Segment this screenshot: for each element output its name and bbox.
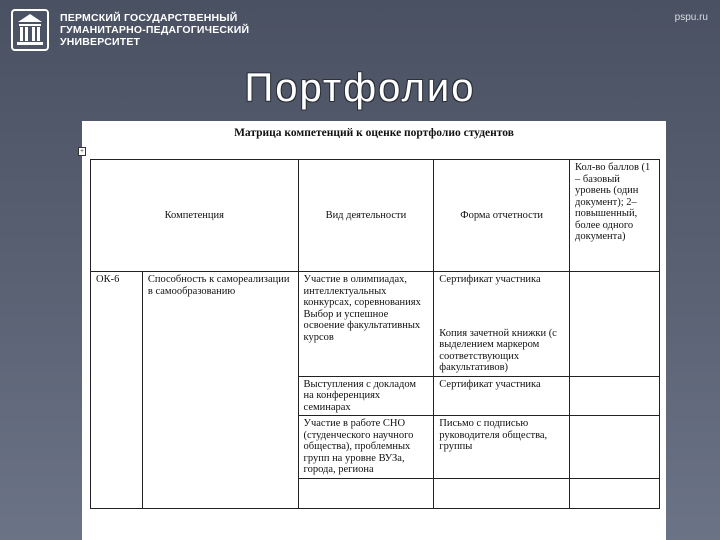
activity-text: Выбор и успешное освоение факультативных курсов bbox=[303, 308, 421, 343]
column-header-competence: Компетенция bbox=[91, 160, 299, 272]
document-page bbox=[82, 121, 666, 540]
table-row bbox=[91, 272, 660, 377]
activity-cell: Участие в работе СНО (студенческого научного общества), проблемных групп на уровне ВУЗа, города, региона bbox=[298, 416, 434, 479]
university-name bbox=[60, 12, 249, 48]
university-name-line: ПЕРМСКИЙ ГОСУДАРСТВЕННЫЙ bbox=[60, 12, 238, 24]
report-cell: Сертификат участника bbox=[434, 376, 570, 416]
activity-cell bbox=[298, 272, 434, 377]
university-name-line: УНИВЕРСИТЕТ bbox=[60, 36, 141, 48]
site-link[interactable]: pspu.ru bbox=[674, 12, 708, 23]
column-header-points: Кол-во баллов (1 – базовый уровень (один документ); 2– повышенный, более одного документа) bbox=[570, 160, 660, 272]
competence-text-cell: Способность к самореализации в самообразованию bbox=[142, 272, 298, 509]
slide-title: Портфолио bbox=[244, 66, 476, 110]
report-text: Копия зачетной книжки (с выделением маркером соответствующих факультативов) bbox=[439, 327, 557, 373]
competence-matrix-table bbox=[90, 159, 660, 509]
report-text: Сертификат участника bbox=[439, 274, 541, 285]
document-title: Матрица компетенций к оценке портфолио студентов bbox=[234, 127, 514, 139]
points-cell bbox=[570, 416, 660, 479]
university-building-icon bbox=[10, 8, 50, 52]
report-cell: Письмо с подписью руководителя общества, группы bbox=[434, 416, 570, 479]
column-header-report: Форма отчетности bbox=[434, 160, 570, 272]
table-header-row bbox=[91, 160, 660, 272]
competence-code-cell: ОК-6 bbox=[91, 272, 143, 509]
activity-text: Участие в олимпиадах, интеллектуальных конкурсах, соревнованиях bbox=[303, 274, 421, 308]
activity-cell: Выступления с докладом на конференциях семинарах bbox=[298, 376, 434, 416]
points-cell bbox=[570, 272, 660, 377]
points-cell bbox=[570, 376, 660, 416]
university-name-line: ГУМАНИТАРНО-ПЕДАГОГИЧЕСКИЙ bbox=[60, 24, 250, 36]
activity-cell bbox=[298, 478, 434, 508]
points-cell bbox=[570, 478, 660, 508]
header-bar bbox=[0, 0, 720, 58]
column-header-activity: Вид деятельности bbox=[298, 160, 434, 272]
table-move-handle-icon[interactable]: + bbox=[78, 147, 86, 156]
report-cell bbox=[434, 272, 570, 377]
report-cell bbox=[434, 478, 570, 508]
